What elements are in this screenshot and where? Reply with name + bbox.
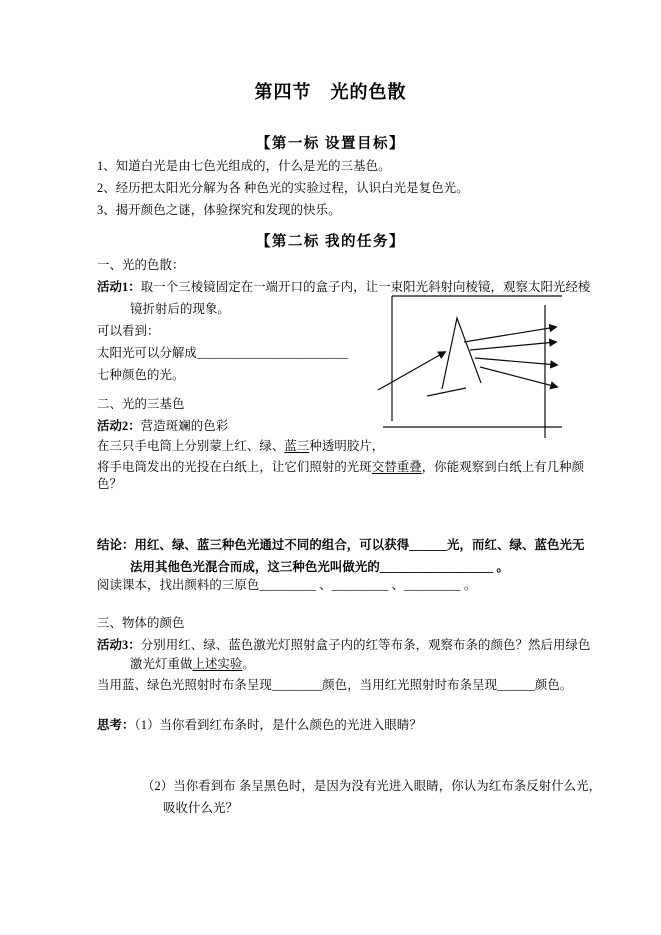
activity-1-wrap: 镜折射后的现象。 xyxy=(130,302,230,316)
think-label: 思考： xyxy=(97,718,135,732)
goal-2: 2、经历把太阳光分解为各 种色光的实验过程，认识白光是复色光。 xyxy=(97,181,469,195)
refracted-ray-1 xyxy=(464,327,556,342)
section-2-title: 二、光的三基色 xyxy=(97,397,185,411)
fill-blank-decompose xyxy=(97,346,348,361)
incident-ray xyxy=(378,352,445,390)
flashlight-line-1 xyxy=(97,439,384,454)
refracted-ray-2 xyxy=(470,342,556,350)
decompose-prefix: 太阳光可以分解成 xyxy=(97,346,197,360)
think-q1-text: （1）当你看到红布条时，是什么颜色的光进入眼睛？ xyxy=(134,718,422,732)
activity-3-wrap-underlined: 上述实验 xyxy=(192,657,243,671)
activity-3-line xyxy=(97,638,590,653)
activity-3-text: 分别用红、绿、蓝色激光灯照射盒子内的红等布条，观察布条的颜色？然后用绿色 xyxy=(140,638,591,652)
heading-tasks: 【第二标 我的任务】 xyxy=(255,234,406,250)
activity-1-text: 取一个三棱镜固定在一端开口的盒子内，让一束阳光斜射向棱镜，观察太阳光经棱 xyxy=(140,280,591,294)
activity-1-label: 活动1： xyxy=(97,280,141,294)
prism-base xyxy=(427,388,466,396)
flashlight-1-underlined: 蓝三 xyxy=(284,439,310,453)
decompose-blank: ________________________ xyxy=(196,346,349,360)
think-q2-wrap: 吸收什么光？ xyxy=(163,801,238,815)
flashlight-2b: ，你能观察到白纸上有几种颜 xyxy=(421,460,585,474)
flashlight-line-2 xyxy=(97,460,584,475)
activity-2-text: 营造斑斓的色彩 xyxy=(140,419,229,433)
read-book-line: 阅读课本，找出颜料的三原色_________ 、_________ 、_________ 。 xyxy=(97,578,477,592)
section-1-title: 一、光的色散： xyxy=(97,258,185,272)
activity-2-label: 活动2： xyxy=(97,419,141,433)
activity-3-wrap-b: 。 xyxy=(242,657,255,671)
doc-title: 第四节 光的色散 xyxy=(254,82,407,102)
goal-1: 1、知道白光是由七色光组成的，什么是光的三基色。 xyxy=(97,159,391,173)
section-3-title: 三、物体的颜色 xyxy=(97,616,185,630)
seven-colors-line: 七种颜色的光。 xyxy=(97,368,185,382)
cloth-color-line: 当用蓝、绿色光照射时布条呈现________颜色，当用红光照射时布条呈现______颜色。 xyxy=(97,678,573,692)
cansee-label: 可以看到： xyxy=(97,324,160,338)
prism xyxy=(442,318,481,389)
goal-3: 3、揭开颜色之谜，体验探究和发现的快乐。 xyxy=(97,203,341,217)
flashlight-2-underlined: 交替重叠 xyxy=(371,460,422,474)
heading-goals: 【第一标 设置目标】 xyxy=(255,136,406,152)
flashlight-1a: 在三只手电筒上分别蒙上红、绿、 xyxy=(97,439,285,453)
flashlight-line-3: 色？ xyxy=(97,477,122,491)
think-q2-line: （2）当你看到布 条呈黑色时，是因为没有光进入眼睛，你认为红布条反射什么光， xyxy=(142,779,602,793)
think-q1-line xyxy=(97,718,422,733)
activity-2-line xyxy=(97,419,228,434)
activity-3-wrap-a: 激光灯重做 xyxy=(130,657,193,671)
conclusion-line-2: 法用其他色光混合而成，这三种色光叫做光的__________________ 。 xyxy=(130,560,509,574)
conclusion-line-1: 结论：用红、绿、蓝三种色光通过不同的组合，可以获得______光，而红、绿、蓝色光无 xyxy=(97,538,585,552)
flashlight-1b: 种透明胶片， xyxy=(309,439,385,453)
activity-3-label: 活动3： xyxy=(97,638,141,652)
activity-3-wrap xyxy=(130,657,255,672)
flashlight-2a: 将手电筒发出的光投在白纸上，让它们照射的光斑 xyxy=(97,460,372,474)
prism-dispersion-diagram xyxy=(375,288,661,450)
